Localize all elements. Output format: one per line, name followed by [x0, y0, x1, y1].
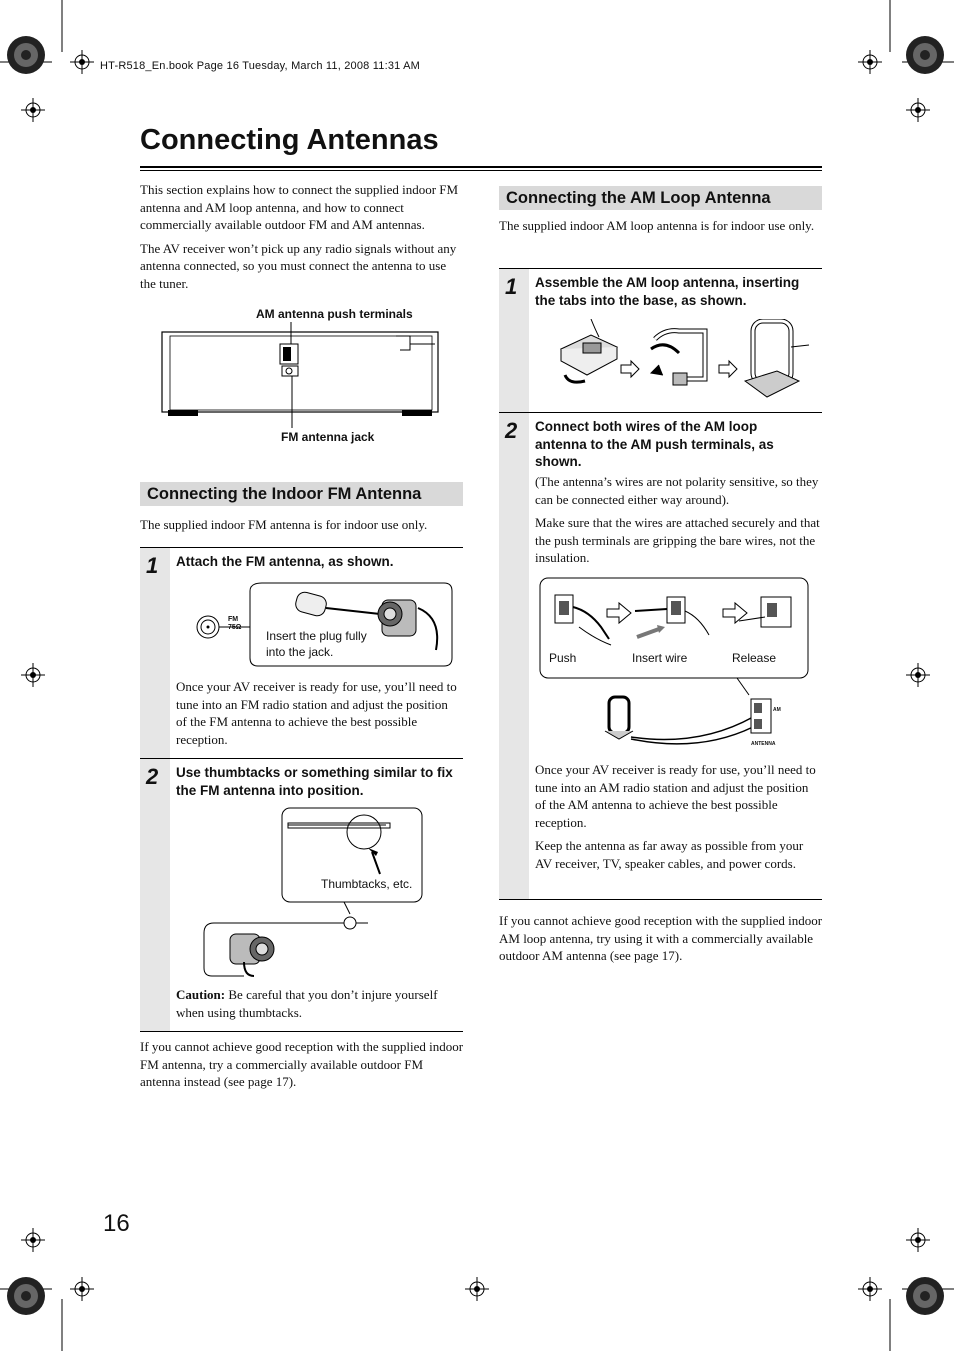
am-terminal-label: AM antenna push terminals	[256, 307, 413, 321]
am-intro: The supplied indoor AM loop antenna is for indoor use only.	[499, 218, 815, 233]
fm-ohm-text: 75Ω	[228, 624, 242, 631]
intro-paragraph: This section explains how to connect the supplied indoor FM antenna and AM loop antenna, and how to connect commercially available outdoor FM and AM antennas.	[140, 182, 459, 233]
thumbtack-caption: Thumbtacks, etc.	[321, 877, 413, 891]
fm-jack-label: FM antenna jack	[281, 430, 375, 444]
fm-plug-caption: Insert the plug fully into the jack.	[266, 629, 367, 659]
am-loop-assembly-figure	[555, 319, 811, 409]
fm-intro: The supplied indoor FM antenna is for indoor use only.	[140, 517, 428, 532]
page-title: Connecting Antennas	[140, 124, 439, 156]
fm-footer: If you cannot achieve good reception with the supplied indoor FM antenna, try a commercially available outdoor FM antenna instead (see page 17).	[140, 1039, 464, 1090]
caution-body: Be careful that you don’t injure yourself when using thumbtacks.	[176, 987, 438, 1020]
insert-wire-caption: Insert wire	[632, 651, 688, 665]
step-text	[535, 473, 820, 573]
step-title: Attach the FM antenna, as shown.	[176, 554, 394, 569]
wire-note: Make sure that the wires are attached securely and that the push terminals are gripping the bare wires, not the insulation.	[535, 515, 820, 566]
step-divider	[140, 758, 463, 759]
caution-text	[176, 986, 461, 1021]
step-column	[499, 269, 529, 899]
intro-text	[140, 181, 464, 299]
caution-label: Caution:	[176, 987, 226, 1002]
step-text: Once your AV receiver is ready for use, you’ll need to tune into an FM radio station and adjust the position of the FM antenna to achieve the best possible reception.	[176, 679, 457, 747]
step-title: Use thumbtacks or something similar to fix the FM antenna into position.	[176, 765, 453, 798]
rear-panel-diagram	[150, 322, 450, 432]
am-footer: If you cannot achieve good reception with the supplied indoor AM loop antenna, try using it with a commercially available outdoor AM antenna (see page 17).	[499, 913, 823, 964]
am-steps	[499, 268, 822, 900]
step-number: 2	[505, 418, 518, 443]
intro-paragraph: The AV receiver won’t pick up any radio signals without any antenna connected, so you must connect the antenna to use the tuner.	[140, 240, 457, 291]
placement-note: Keep the antenna as far away as possible from your AV receiver, TV, speaker cables, and power cords.	[535, 838, 804, 871]
fm-jack-text: FM	[228, 616, 239, 623]
am-terminal-text: AM	[773, 707, 781, 713]
fm-section-heading: Connecting the Indoor FM Antenna	[140, 482, 463, 506]
polarity-note: (The antenna’s wires are not polarity sensitive, so they can be connected either way around).	[535, 474, 819, 507]
thumbtack-figure	[200, 806, 430, 982]
push-terminal-figure	[539, 577, 811, 757]
am-section-heading: Connecting the AM Loop Antenna	[499, 186, 822, 210]
title-rule	[140, 166, 822, 168]
step-title: Assemble the AM loop antenna, inserting the tabs into the base, as shown.	[535, 275, 800, 308]
release-caption: Release	[732, 651, 777, 665]
step-number: 1	[505, 274, 518, 299]
file-info-header: HT-R518_En.book Page 16 Tuesday, March 11, 2008 11:31 AM	[100, 60, 421, 72]
push-caption: Push	[549, 651, 577, 665]
page-number: 16	[103, 1210, 130, 1237]
fm-steps	[140, 547, 463, 1032]
antenna-terminal-text: ANTENNA	[751, 741, 776, 747]
step-divider	[499, 412, 822, 413]
step-number: 1	[146, 553, 159, 578]
title-rule-thin	[140, 170, 822, 171]
step-number: 2	[146, 764, 159, 789]
step-title: Connect both wires of the AM loop antenna to the AM push terminals, as shown.	[535, 419, 774, 470]
step-text	[535, 761, 820, 879]
tune-note: Once your AV receiver is ready for use, you’ll need to tune into an AM radio station and adjust the position of the AM antenna to achieve the best possible reception.	[535, 762, 816, 830]
